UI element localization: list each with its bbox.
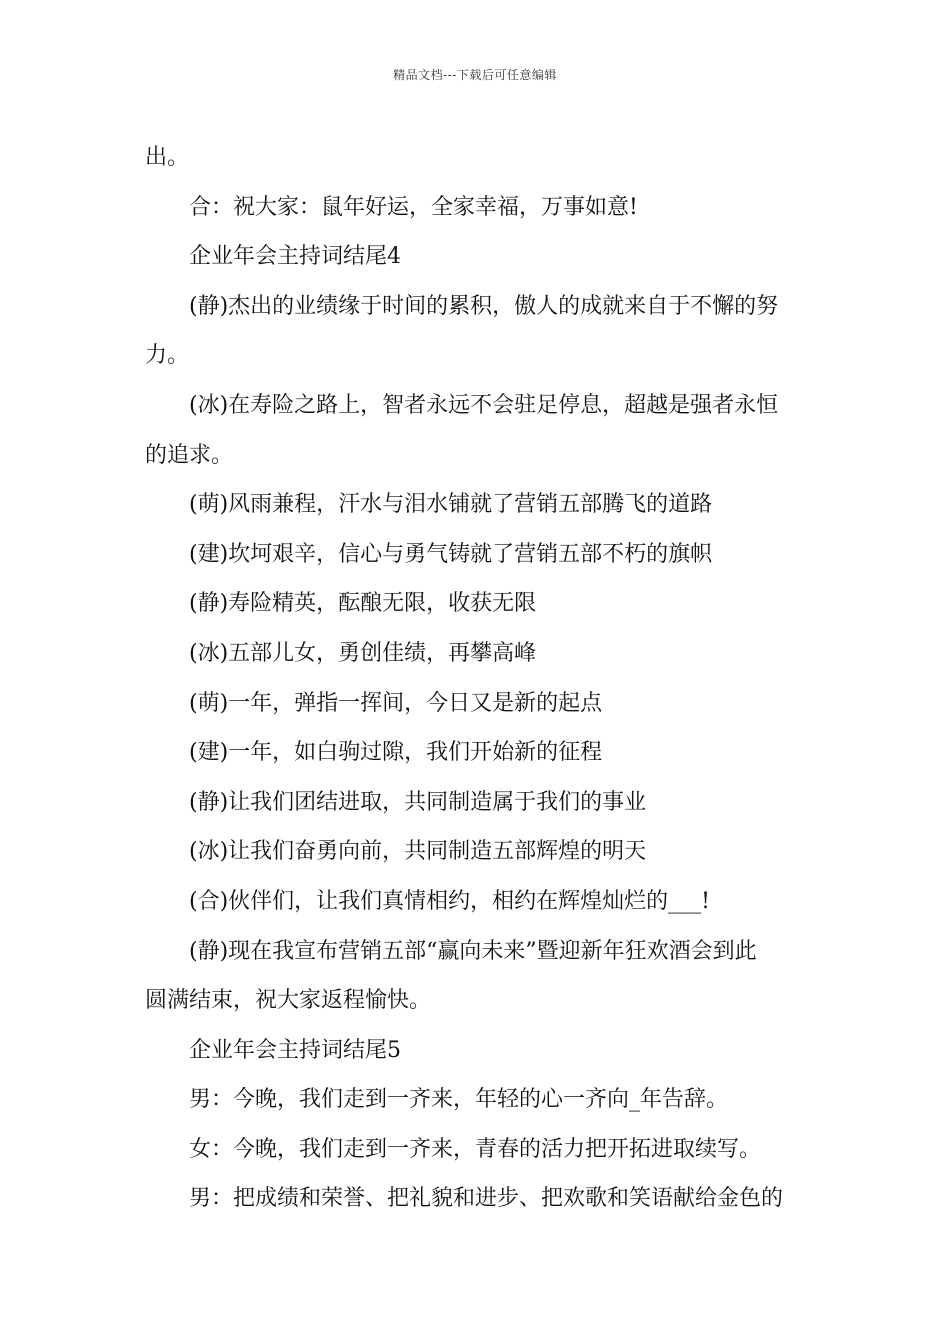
paragraph-line: 的追求。 bbox=[145, 442, 234, 468]
paragraph-line: 合：祝大家：鼠年好运，全家幸福，万事如意! bbox=[189, 194, 638, 220]
paragraph-line: (建)坎坷艰辛，信心与勇气铸就了营销五部不朽的旗帜 bbox=[189, 541, 713, 567]
paragraph-line: (静)杰出的业绩缘于时间的累积，傲人的成就来自于不懈的努 bbox=[189, 293, 779, 319]
paragraph-line: 女：今晚，我们走到一齐来，青春的活力把开拓进取续写。 bbox=[189, 1136, 762, 1162]
paragraph-line: 男：今晚，我们走到一齐来，年轻的心一齐向_年告辞。 bbox=[189, 1087, 729, 1113]
document-body bbox=[145, 133, 809, 1224]
paragraph-line: 圆满结束，祝大家返程愉快。 bbox=[145, 988, 432, 1014]
paragraph-line: (建)一年，如白驹过隙，我们开始新的征程 bbox=[189, 740, 603, 766]
paragraph-line: (冰)五部儿女，勇创佳绩，再攀高峰 bbox=[189, 640, 537, 666]
paragraph-line: (萌)风雨兼程，汗水与泪水铺就了营销五部腾飞的道路 bbox=[189, 492, 713, 518]
paragraph-line: (静)寿险精英，酝酿无限，收获无限 bbox=[189, 591, 537, 617]
paragraph-line: (冰)让我们奋勇向前，共同制造五部辉煌的明天 bbox=[189, 839, 647, 865]
paragraph-line: (萌)一年，弹指一挥间，今日又是新的起点 bbox=[189, 690, 603, 716]
page-header: 精品文档---下载后可任意编辑 bbox=[393, 68, 557, 82]
paragraph-line: (合)伙伴们，让我们真情相约，相约在辉煌灿烂的___! bbox=[189, 888, 711, 914]
section-heading: 企业年会主持词结尾4 bbox=[189, 244, 401, 270]
section-heading: 企业年会主持词结尾5 bbox=[189, 1037, 401, 1063]
paragraph-line: (静)让我们团结进取，共同制造属于我们的事业 bbox=[189, 789, 647, 815]
paragraph-line: 男：把成绩和荣誉、把礼貌和进步、把欢歌和笑语献给金色的 bbox=[189, 1186, 784, 1212]
paragraph-line: (冰)在寿险之路上，智者永远不会驻足停息，超越是强者永恒 bbox=[189, 392, 779, 418]
paragraph-line: 力。 bbox=[145, 343, 190, 369]
paragraph-line: 出。 bbox=[145, 145, 190, 170]
paragraph-line: (静)现在我宣布营销五部“赢向未来”暨迎新年狂欢酒会到此 bbox=[189, 938, 757, 964]
